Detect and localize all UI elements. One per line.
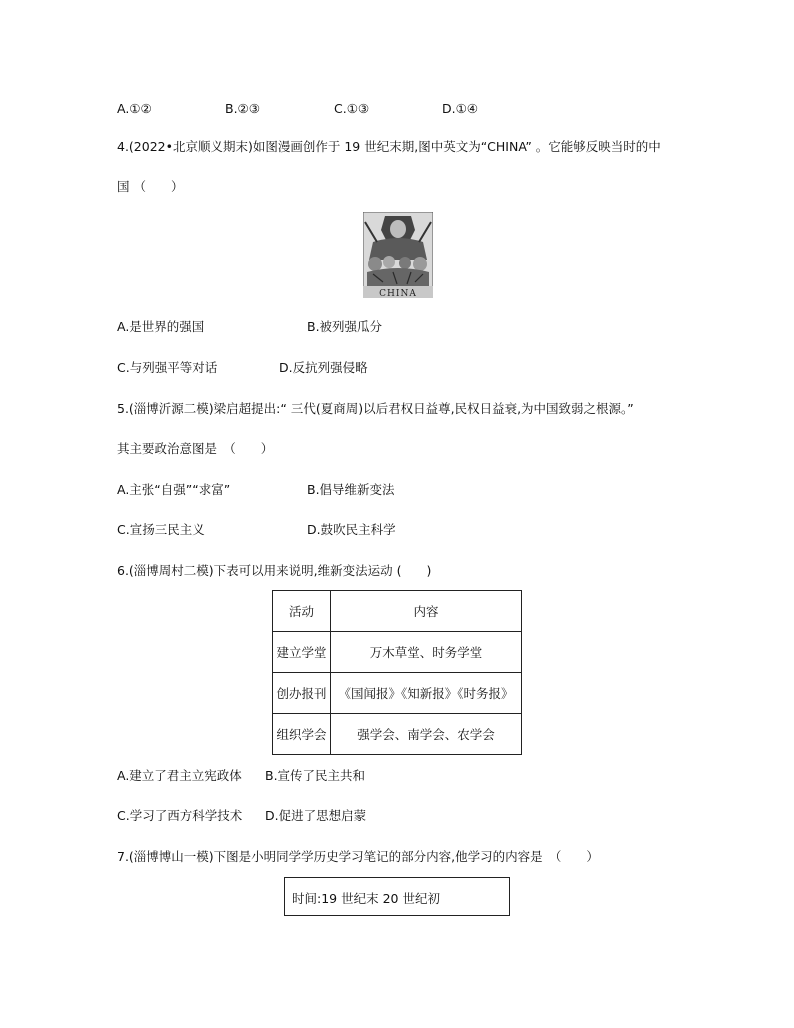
- q3-option-c: C.①③: [334, 101, 370, 116]
- table-cell: 建立学堂: [273, 632, 331, 673]
- q4-option-a: A.是世界的强国: [117, 319, 205, 334]
- table-header-cell: 活动: [273, 591, 331, 632]
- q5-option-b: B.倡导维新变法: [307, 482, 395, 497]
- q5-option-a: A.主张“自强”“求富”: [117, 482, 231, 497]
- q6-stem: 6.(淄博周村二模)下表可以用来说明,维新变法运动 ( ): [117, 563, 432, 578]
- q3-option-d: D.①④: [442, 101, 479, 116]
- table-cell: 《国闻报》《知新报》《时务报》: [331, 673, 522, 714]
- q3-option-a: A.①②: [117, 101, 152, 116]
- table-cell: 万木草堂、时务学堂: [331, 632, 522, 673]
- q4-option-d: D.反抗列强侵略: [279, 360, 368, 375]
- table-cell: 创办报刊: [273, 673, 331, 714]
- q6-option-d: D.促进了思想启蒙: [265, 808, 367, 823]
- table-header-cell: 内容: [331, 591, 522, 632]
- q6-option-a: A.建立了君主立宪政体: [117, 768, 242, 783]
- table-row: [273, 673, 522, 714]
- q4-option-b: B.被列强瓜分: [307, 319, 383, 334]
- q5-option-d: D.鼓吹民主科学: [307, 522, 396, 537]
- q3-option-b: B.②③: [225, 101, 260, 116]
- study-note-text: 时间:19 世纪末 20 世纪初: [292, 891, 440, 906]
- table-cell: 强学会、南学会、农学会: [331, 714, 522, 755]
- q4-option-c: C.与列强平等对话: [117, 360, 218, 375]
- q4-stem-line2: 国 （ ）: [117, 179, 184, 194]
- q6-option-c: C.学习了西方科学技术: [117, 808, 243, 823]
- table-row: [273, 714, 522, 755]
- reform-activities-table: [272, 590, 522, 755]
- table-cell: 组织学会: [273, 714, 331, 755]
- q7-stem: 7.(淄博博山一模)下图是小明同学学历史学习笔记的部分内容,他学习的内容是 （ ）: [117, 849, 599, 864]
- q5-option-c: C.宣扬三民主义: [117, 522, 205, 537]
- q5-stem-line1: 5.(淄博沂源二模)梁启超提出:“ 三代(夏商周)以后君权日益尊,民权日益衰,为中国致弱之根源。”: [117, 401, 634, 416]
- q6-option-b: B.宣传了民主共和: [265, 768, 366, 783]
- table-header-row: [273, 591, 522, 632]
- q5-stem-line2: 其主要政治意图是 （ ）: [117, 441, 274, 456]
- china-cartoon-image: [363, 212, 433, 298]
- study-note-box: [284, 877, 510, 916]
- cartoon-caption: CHINA: [379, 289, 417, 298]
- q4-stem-line1: 4.(2022•北京顺义期末)如图漫画创作于 19 世纪末期,图中英文为“CHINA” 。它能够反映当时的中: [117, 139, 661, 154]
- table-row: [273, 632, 522, 673]
